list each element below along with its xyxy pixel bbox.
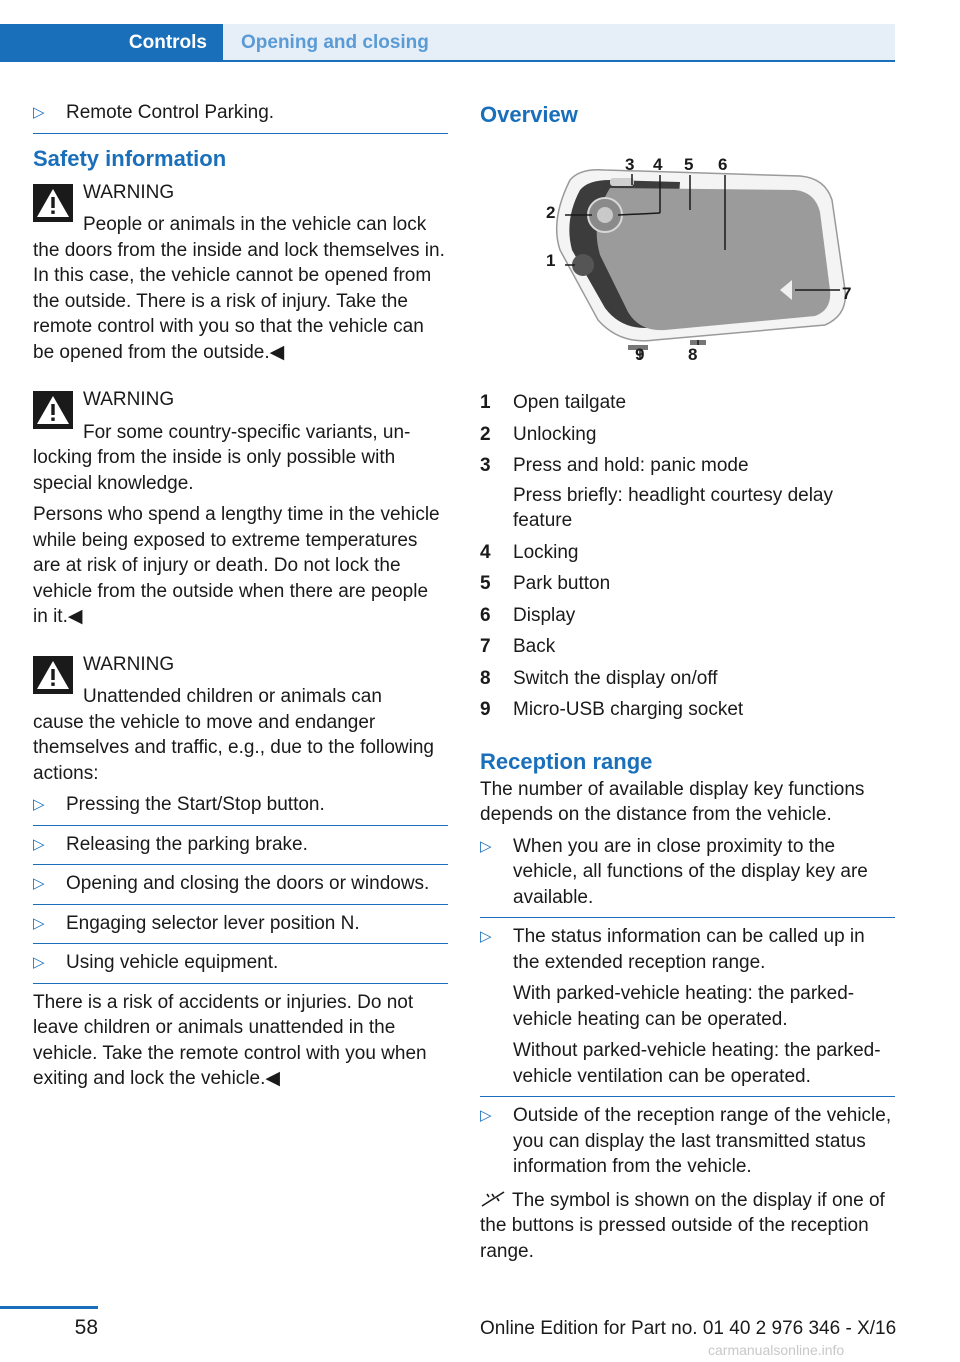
legend-list: [480, 390, 895, 723]
list-item-text: Engaging selector lever position N.: [66, 912, 360, 934]
tab-opening-and-closing-label: Opening and closing: [241, 32, 429, 53]
legend-number: 6: [480, 604, 491, 626]
legend-number: 8: [480, 667, 491, 689]
list-item: [480, 834, 895, 911]
left-column: [33, 100, 448, 1102]
list-item: [33, 832, 448, 858]
warning-title: WARNING: [83, 181, 175, 203]
figure-label-4: 4: [653, 155, 663, 174]
list-item-text: Using vehicle equipment.: [66, 952, 279, 973]
list-item-text: Outside of the reception range of the vehicle, you can display the last transmitted status information from the vehicle.: [513, 1105, 892, 1177]
chapter-header: [0, 24, 895, 62]
divider: [33, 825, 448, 826]
legend-number: 1: [480, 392, 491, 413]
legend-text: Press and hold: panic mode: [513, 455, 749, 476]
legend-number: 2: [480, 423, 491, 445]
list-item-text: The status information can be called up in the extended reception range.: [513, 926, 865, 973]
legend-text: Park button: [513, 573, 611, 594]
list-item: [480, 1103, 895, 1180]
right-column: [480, 100, 895, 1264]
warning-text: locking from the inside is only possible with special knowledge.: [33, 447, 396, 494]
legend-text: Display: [513, 604, 576, 626]
legend-item: [480, 666, 895, 692]
figure-label-9: 9: [635, 345, 645, 364]
legend-item: [480, 571, 895, 597]
list-item: [33, 950, 448, 976]
section-heading-safety: Safety information: [33, 145, 227, 171]
warning-text: cause the vehicle to move and endanger themselves and traffic, e.g., due to the following actions:: [33, 711, 434, 784]
warning-title: WARNING: [83, 389, 175, 410]
out-of-range-icon: [480, 1190, 506, 1208]
divider: [33, 983, 448, 984]
figure-label-8: 8: [688, 345, 698, 364]
symbol-text: The symbol is shown on the display if one of the buttons is pressed outside of the reception range.: [480, 1189, 885, 1262]
section-heading-overview: Overview: [480, 102, 578, 127]
legend-number: 4: [480, 541, 491, 563]
legend-text: Unlocking: [513, 423, 597, 445]
legend-item: [480, 603, 895, 629]
figure-label-6: 6: [718, 155, 728, 174]
figure-label-5: 5: [684, 155, 694, 174]
list-item: [33, 792, 448, 818]
triangle-bullet-icon: ▷: [480, 928, 492, 945]
list-item: [33, 100, 448, 126]
display-key-figure: [480, 140, 895, 364]
divider: [33, 904, 448, 905]
warning-triangle-icon: [33, 656, 73, 694]
list-item: [33, 911, 448, 937]
list-item: [480, 924, 895, 1089]
divider: [480, 917, 895, 918]
edition-text: Online Edition for Part no. 01 40 2 976 346 - X/16: [480, 1318, 897, 1339]
warning-block: [33, 180, 448, 366]
list-item-text: Remote Control Parking.: [66, 102, 275, 123]
tab-controls-label: Controls: [128, 32, 207, 53]
legend-text: Switch the display on/off: [513, 667, 718, 689]
warning-block: [33, 387, 448, 630]
figure-label-3: 3: [625, 155, 635, 174]
legend-number: 3: [480, 455, 491, 476]
triangle-bullet-icon: ▷: [480, 1107, 492, 1124]
triangle-bullet-icon: ▷: [33, 954, 45, 971]
footer-rule: [0, 1306, 98, 1309]
divider: [33, 133, 448, 134]
legend-number: 9: [480, 699, 491, 720]
warning-text: There is a risk of accidents or injuries. Do not leave children or animals unattended in the vehicle. Take the remote control with you when exiting and lock the vehicle.◀: [33, 991, 427, 1089]
legend-item: [480, 390, 895, 416]
warning-block: [33, 652, 448, 1092]
list-item-text: Releasing the parking brake.: [66, 833, 308, 855]
watermark: carmanualsonline.info: [708, 1342, 845, 1358]
legend-number: 7: [480, 636, 491, 657]
list-item: [33, 871, 448, 897]
legend-text: Back: [513, 636, 556, 657]
divider: [33, 943, 448, 944]
symbol-paragraph: [480, 1188, 895, 1265]
list-item-text: Pressing the Start/Stop button.: [66, 794, 325, 815]
legend-item: [480, 697, 895, 723]
legend-text: Locking: [513, 541, 579, 563]
figure-label-2: 2: [546, 203, 556, 222]
legend-subtext: Press briefly: headlight courtesy delay feature: [513, 484, 833, 531]
legend-number: 5: [480, 573, 491, 594]
tab-opening-and-closing[interactable]: [223, 24, 895, 62]
legend-text: Micro-USB charging socket: [513, 699, 744, 720]
section-heading-reception: Reception range: [480, 748, 653, 774]
legend-item: [480, 422, 895, 448]
warning-title: WARNING: [83, 653, 175, 675]
list-item-text: When you are in close proximity to the vehicle, all functions of the display key are available.: [513, 835, 868, 908]
triangle-bullet-icon: ▷: [480, 837, 492, 855]
header-rule: [0, 60, 895, 62]
divider: [33, 864, 448, 865]
triangle-bullet-icon: ▷: [33, 875, 45, 892]
warning-triangle-icon: [33, 184, 73, 222]
warning-text-first-line: For some country-specific variants, un-: [83, 421, 411, 443]
legend-item: [480, 540, 895, 566]
warning-text: Persons who spend a lengthy time in the vehicle while being exposed to extreme temperatures are at risk of injury or death. Do not lock the vehicle from the outside when there are people in it.◀: [33, 504, 440, 627]
warning-text-first-line: Unattended children or animals can: [83, 686, 382, 707]
page-number: 58: [74, 1316, 98, 1339]
list-item-text: Opening and closing the doors or windows.: [66, 873, 430, 894]
legend-item: [480, 453, 895, 479]
triangle-bullet-icon: ▷: [33, 914, 45, 932]
figure-label-7: 7: [842, 284, 852, 303]
reception-intro: The number of available display key functions depends on the distance from the vehicle.: [480, 778, 865, 825]
triangle-bullet-icon: ▷: [33, 104, 45, 121]
warning-triangle-icon: [33, 391, 73, 429]
triangle-bullet-icon: ▷: [33, 835, 45, 853]
warning-text: the doors from the inside and lock themselves in. In this case, the vehicle cannot be opened from the outside. There is a risk of injury. Take the remote control with you so that the vehicle can be opened from the outside.◀: [33, 239, 445, 363]
warning-text-first-line: People or animals in the vehicle can lock: [83, 214, 427, 235]
list-item-subtext: Without parked-vehicle heating: the parked-vehicle ventilation can be operated.: [513, 1040, 881, 1087]
tab-controls[interactable]: [0, 24, 223, 62]
legend-item: [480, 634, 895, 660]
list-item-subtext: With parked-vehicle heating: the parked-vehicle heating can be operated.: [513, 983, 855, 1030]
triangle-bullet-icon: ▷: [33, 796, 45, 813]
divider: [480, 1096, 895, 1097]
legend-text: Open tailgate: [513, 392, 627, 413]
figure-label-1: 1: [546, 251, 556, 270]
